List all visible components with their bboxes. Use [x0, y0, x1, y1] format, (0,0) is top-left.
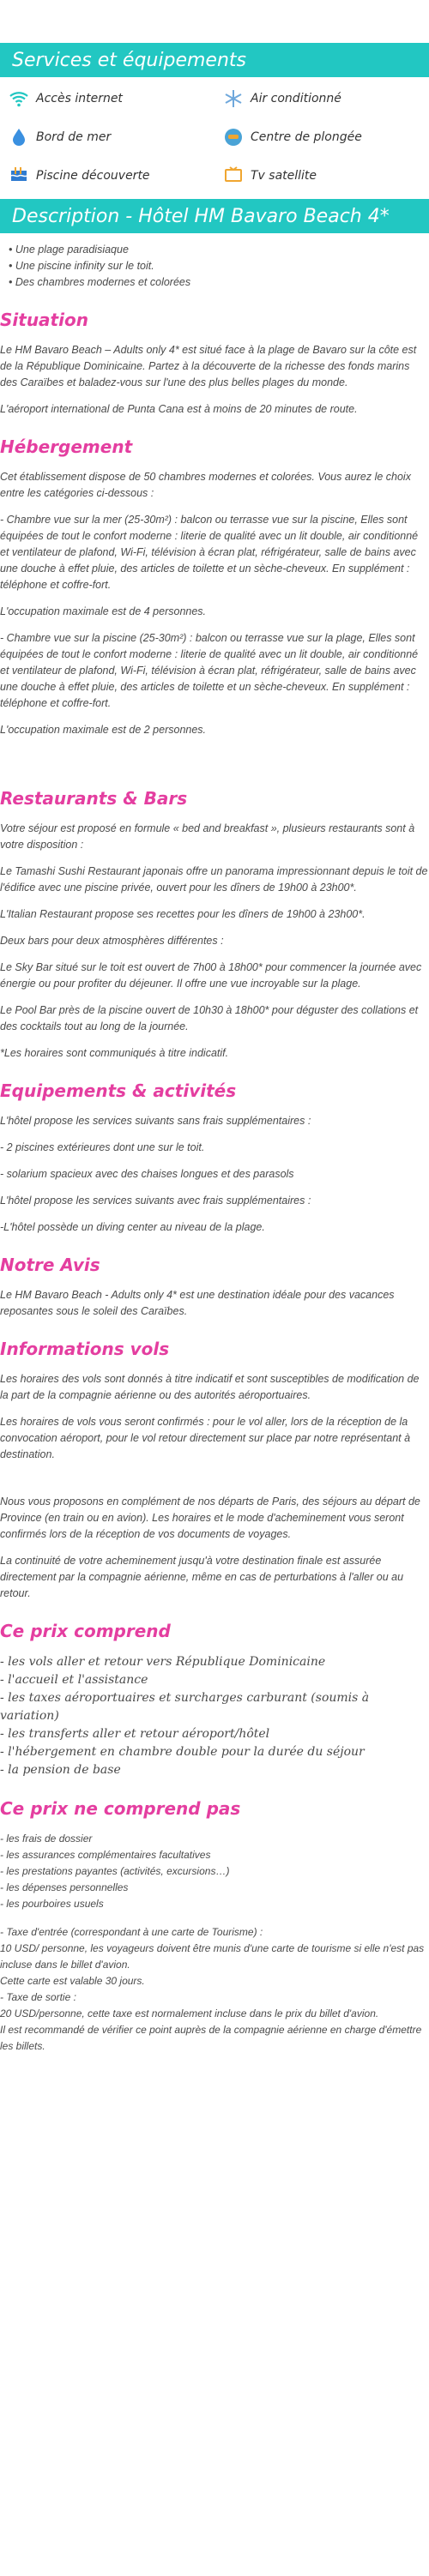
amenities-grid	[0, 77, 429, 189]
list-item: - la pension de base	[0, 1763, 121, 1777]
description-header	[0, 199, 429, 233]
snowflake-icon	[223, 88, 244, 109]
comprend-list	[0, 1653, 429, 1779]
list-item: - les taxes aéroportuaires et surcharges carburant (soumis à variation)	[0, 1691, 370, 1723]
spacer	[0, 1473, 429, 1494]
vols-p2: Les horaires de vols vous seront confirmés : pour le vol aller, lors de la réception de la convocation aéroport, pour le vol retour directement sur place par notre représentant à destination.	[0, 1416, 411, 1460]
amenity-diving	[223, 124, 429, 151]
tax-info	[0, 1924, 429, 2055]
water-drop-icon	[9, 127, 29, 147]
tax-line: Il est recommandé de vérifier ce point auprès de la compagnie aérienne en charge d'émettre les billets.	[0, 2024, 422, 2052]
amenity-tv	[223, 162, 429, 189]
restaurants-p1: Votre séjour est proposé en formule « bed and breakfast », plusieurs restaurants sont à votre disposition :	[0, 822, 415, 851]
vols-p1: Les horaires des vols sont donnés à titre indicatif et sont susceptibles de modification de la part de la compagnie aérienne ou des autorités aéroportuaires.	[0, 1373, 420, 1401]
tax-line: - Taxe de sortie :	[0, 1991, 76, 2003]
room2-occupancy: L'occupation maximale est de 2 personnes.	[0, 724, 207, 736]
restaurants-p7: *Les horaires sont communiqués à titre indicatif.	[0, 1047, 229, 1059]
restaurants-p3: L'Italian Restaurant propose ses recettes pour les dîners de 19h00 à 23h00*.	[0, 908, 366, 920]
hebergement-title: Hébergement	[0, 436, 133, 457]
restaurants-p2: Le Tamashi Sushi Restaurant japonais offre un panorama impressionnant depuis le toit de l'édifice avec une piscine privée, ouvert pour les dîners de 19h00 à 23h00*.	[0, 865, 428, 894]
restaurants-p6: Le Pool Bar près de la piscine ouvert de 10h30 à 18h00* pour déguster des collations et des cocktails tout au long de la journée.	[0, 1004, 419, 1032]
equipements-p3: - solarium spacieux avec des chaises longues et des parasols	[0, 1168, 294, 1180]
list-item: - les assurances complémentaires facultatives	[0, 1849, 211, 1861]
amenity-internet	[9, 86, 223, 112]
list-item: - l'hébergement en chambre double pour la durée du séjour	[0, 1745, 365, 1759]
amenity-label: Centre de plongée	[251, 129, 362, 144]
avis-text: Le HM Bavaro Beach - Adults only 4* est une destination idéale pour des vacances reposantes sous le soleil des Caraïbes.	[0, 1289, 395, 1317]
room1-text: - Chambre vue sur la mer (25-30m²) : balcon ou terrasse vue sur la piscine, Elles sont équipées de tout le confort moderne : literie de qualité avec un lit double, air conditionné et ventilateur de plafond, Wi-Fi, télévision à écran plat, réfrigérateur, salle de bains avec une douche à effet pluie, des articles de toilette et un sèche-cheveux. En supplément : téléphone et coffre-fort.	[0, 514, 419, 591]
spacer	[0, 749, 429, 769]
amenity-label: Bord de mer	[36, 129, 112, 144]
list-item: • Une piscine infinity sur le toit.	[9, 258, 429, 274]
services-title: Services et équipements	[12, 49, 246, 71]
situation-text: Le HM Bavaro Beach – Adults only 4* est situé face à la plage de Bavaro sur la côte est de la République Dominicaine. Partez à la découverte de la richesse des fonds marins des Caraïbes et baladez-vous sur l'une des plus belles plages du monde.	[0, 344, 417, 388]
amenity-ac	[223, 86, 429, 112]
non-comprend-list	[0, 1831, 429, 1912]
pool-icon	[9, 166, 29, 186]
list-item: - l'accueil et l'assistance	[0, 1673, 148, 1687]
equipements-p4: L'hôtel propose les services suivants avec frais supplémentaires :	[0, 1195, 311, 1207]
vols-p4: La continuité de votre acheminement jusqu'à votre destination finale est assurée directement par la compagnie aérienne, même en cas de perturbations à l'aller ou au retour.	[0, 1555, 404, 1599]
amenity-beach	[9, 124, 223, 151]
list-item: - les prestations payantes (activités, excursions…)	[0, 1865, 230, 1877]
tax-line: Cette carte est valable 30 jours.	[0, 1975, 145, 1987]
wifi-icon	[9, 88, 29, 109]
diving-icon	[223, 127, 244, 147]
hebergement-intro: Cet établissement dispose de 50 chambres modernes et colorées. Vous aurez le choix entre les catégories ci-dessous :	[0, 471, 411, 499]
list-item: - les pourboires usuels	[0, 1898, 104, 1910]
page	[0, 43, 429, 2055]
amenity-label: Tv satellite	[251, 168, 317, 183]
tax-line: 10 USD/ personne, les voyageurs doivent être munis d'une carte de tourisme si elle n'est pas incluse dans le billet d'avion.	[0, 1942, 425, 1971]
restaurants-title: Restaurants & Bars	[0, 788, 188, 809]
description-bullets	[0, 242, 429, 291]
services-header	[0, 43, 429, 77]
room2-text: - Chambre vue sur la piscine (25-30m²) : balcon ou terrasse vue sur la plage, Elles sont équipées de tout le confort moderne : literie de qualité avec un lit double, air conditionné et ventilateur de plafond, Wi-Fi, télévision à écran plat, réfrigérateur, salle de bains avec une douche à effet pluie, des articles de toilette et un sèche-cheveux. En supplément : téléphone et coffre-fort.	[0, 632, 419, 709]
amenity-label: Accès internet	[36, 92, 123, 106]
equipements-p5: -L'hôtel possède un diving center au niveau de la plage.	[0, 1221, 265, 1233]
amenity-pool	[9, 162, 223, 189]
restaurants-p5: Le Sky Bar situé sur le toit est ouvert de 7h00 à 18h00* pour commencer la journée avec énergie ou pour profiter du déjeuner. Il offre une vue incroyable sur la plage.	[0, 961, 422, 990]
situation-text2: L'aéroport international de Punta Cana est à moins de 20 minutes de route.	[0, 403, 358, 415]
vols-title: Informations vols	[0, 1339, 170, 1359]
avis-title: Notre Avis	[0, 1255, 100, 1275]
list-item: - les vols aller et retour vers République Dominicaine	[0, 1655, 326, 1669]
amenity-label: Piscine découverte	[36, 168, 150, 183]
situation-title: Situation	[0, 310, 88, 330]
list-item: • Une plage paradisiaque	[9, 242, 429, 258]
vols-p3: Nous vous proposons en complément de nos départs de Paris, des séjours au départ de Province (en train ou en avion). Les horaires et le mode d'acheminement vous seront confirmés lors de la réception de vos documents de voyages.	[0, 1496, 420, 1540]
restaurants-p4: Deux bars pour deux atmosphères différentes :	[0, 935, 224, 947]
tv-icon	[223, 166, 244, 186]
equipements-p1: L'hôtel propose les services suivants sans frais supplémentaires :	[0, 1115, 311, 1127]
list-item: - les transferts aller et retour aéroport/hôtel	[0, 1727, 270, 1741]
equipements-p2: - 2 piscines extérieures dont une sur le toit.	[0, 1141, 205, 1153]
list-item: • Des chambres modernes et colorées	[9, 274, 429, 291]
amenity-label: Air conditionné	[251, 92, 341, 106]
list-item: - les dépenses personnelles	[0, 1881, 129, 1893]
list-item: - les frais de dossier	[0, 1833, 93, 1845]
tax-line: 20 USD/personne, cette taxe est normalement incluse dans le prix du billet d'avion.	[0, 2007, 379, 2019]
non-comprend-title: Ce prix ne comprend pas	[0, 1798, 241, 1819]
equipements-title: Equipements & activités	[0, 1080, 237, 1101]
description-title: Description - Hôtel HM Bavaro Beach 4*	[12, 205, 390, 227]
room1-occupancy: L'occupation maximale est de 4 personnes.	[0, 605, 207, 617]
comprend-title: Ce prix comprend	[0, 1621, 171, 1641]
tax-line: - Taxe d'entrée (correspondant à une carte de Tourisme) :	[0, 1926, 263, 1938]
